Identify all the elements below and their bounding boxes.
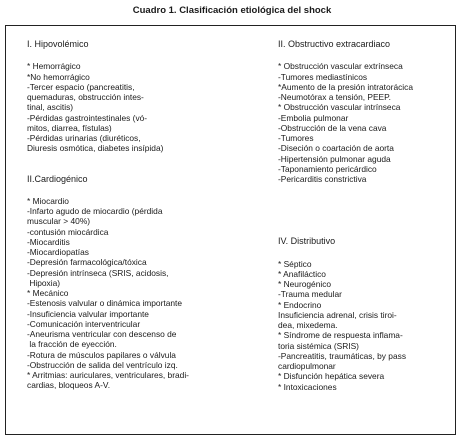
list-line: tinal, ascitis) — [27, 102, 74, 113]
section-cardiogenico — [27, 174, 252, 391]
list-line: -Tumores mediastínicos — [278, 71, 368, 82]
list-line: quemaduras, obstrucción intes- — [27, 92, 144, 102]
table-title: Cuadro 1. Clasificación etiológica del shock — [132, 5, 332, 16]
list-line: -Aneurisma ventricular con descenso de — [27, 329, 177, 339]
list-line: * Disfunción hepática severa — [278, 371, 385, 382]
list-line: la fracción de eyección. — [27, 339, 117, 350]
list-line: * Mecánico — [27, 288, 69, 298]
list-line: * Síndrome de respuesta inflama- — [278, 330, 403, 341]
list-line: * Séptico — [278, 258, 312, 269]
list-line: muscular > 40%) — [27, 216, 91, 227]
list-line: -Pancreatitis, traumáticas, by pass — [278, 350, 407, 361]
list-line: * Obstrucción vascular extrínseca — [278, 61, 403, 72]
list-line: -Depresión intrínseca (SRIS, acidosis, — [27, 267, 169, 278]
section-heading: IV. Distributivo — [278, 236, 336, 247]
list-line: -Infarto agudo de miocardio (pérdida — [27, 206, 163, 216]
list-line: -Pericarditis constrictiva — [278, 174, 367, 184]
list-line: * Hemorrágico — [27, 61, 81, 72]
list-line: -Embolia pulmonar — [278, 112, 349, 123]
section-distributivo — [278, 236, 458, 392]
section-lines — [278, 61, 458, 184]
list-line: -Neumotórax a tensión, PEEP. — [278, 92, 391, 102]
list-line: * Arritmias: auriculares, ventriculares, bradi- — [27, 370, 189, 380]
section-lines — [278, 259, 458, 392]
section-heading: II.Cardiogénico — [27, 173, 88, 184]
list-line: -Tumores — [278, 133, 314, 143]
list-line: -Obstrucción de la vena cava — [278, 122, 387, 133]
list-line: -Trauma medular — [278, 289, 342, 300]
left-column — [27, 39, 252, 391]
list-line: -Insuficiencia valvular importante — [27, 308, 149, 319]
list-line: -Tercer espacio (pancreatitis, — [27, 81, 135, 92]
list-line: -Hipertensión pulmonar aguda — [278, 153, 391, 164]
list-line: -Miocarditis — [27, 236, 70, 247]
list-line: cardiopulmonar — [278, 361, 336, 371]
list-line: dea, mixedema. — [278, 320, 338, 330]
list-line: -Miocardiopatías — [27, 247, 89, 257]
list-line: -Pérdidas urinarias (diuréticos, — [27, 133, 141, 143]
right-column — [278, 39, 458, 392]
list-line: -Estenosis valvular o dinámica importante — [27, 298, 183, 309]
list-line: Diuresis osmótica, diabetes insípida) — [27, 143, 164, 154]
section-hipovolemico — [27, 39, 252, 154]
list-line: * Anafiláctico — [278, 268, 326, 279]
list-line: Insuficiencia adrenal, crisis tiroi- — [278, 309, 397, 320]
list-line: -contusión miocárdica — [27, 226, 109, 237]
section-obstructivo — [278, 39, 458, 184]
list-line: -Pérdidas gastrointestinales (vó- — [27, 112, 148, 123]
list-line: -Depresión farmacológica/tóxica — [27, 257, 147, 268]
list-line: mitos, diarrea, fístulas) — [27, 122, 112, 133]
list-line: -Comunicación interventricular — [27, 318, 141, 329]
section-heading: I. Hipovolémico — [27, 39, 89, 49]
section-lines — [27, 61, 252, 153]
list-line: toria sistémica (SRIS) — [278, 340, 359, 351]
list-line: -Obstrucción de salida del ventrículo izq. — [27, 359, 178, 370]
section-lines — [27, 196, 252, 391]
list-line: * Neurogénico — [278, 279, 332, 289]
list-line: * Intoxicaciones — [278, 381, 337, 392]
list-line: * Obstrucción vascular intrínseca — [278, 102, 401, 113]
list-line: *Aumento de la presión intratorácica — [278, 81, 414, 92]
list-line: -Diseción o coartación de aorta — [278, 143, 394, 154]
list-line: cardias, bloqueos A-V. — [27, 380, 111, 391]
list-line: -Rotura de músculos papilares o válvula — [27, 349, 176, 360]
list-line: * Miocardio — [27, 195, 69, 206]
section-heading: II. Obstructivo extracardiaco — [278, 39, 391, 49]
list-line: * Endocrino — [278, 299, 322, 310]
list-line: -Taponamiento pericárdico — [278, 163, 377, 174]
list-line: *No hemorrágico — [27, 71, 90, 82]
list-line: Hipoxia) — [27, 277, 61, 288]
